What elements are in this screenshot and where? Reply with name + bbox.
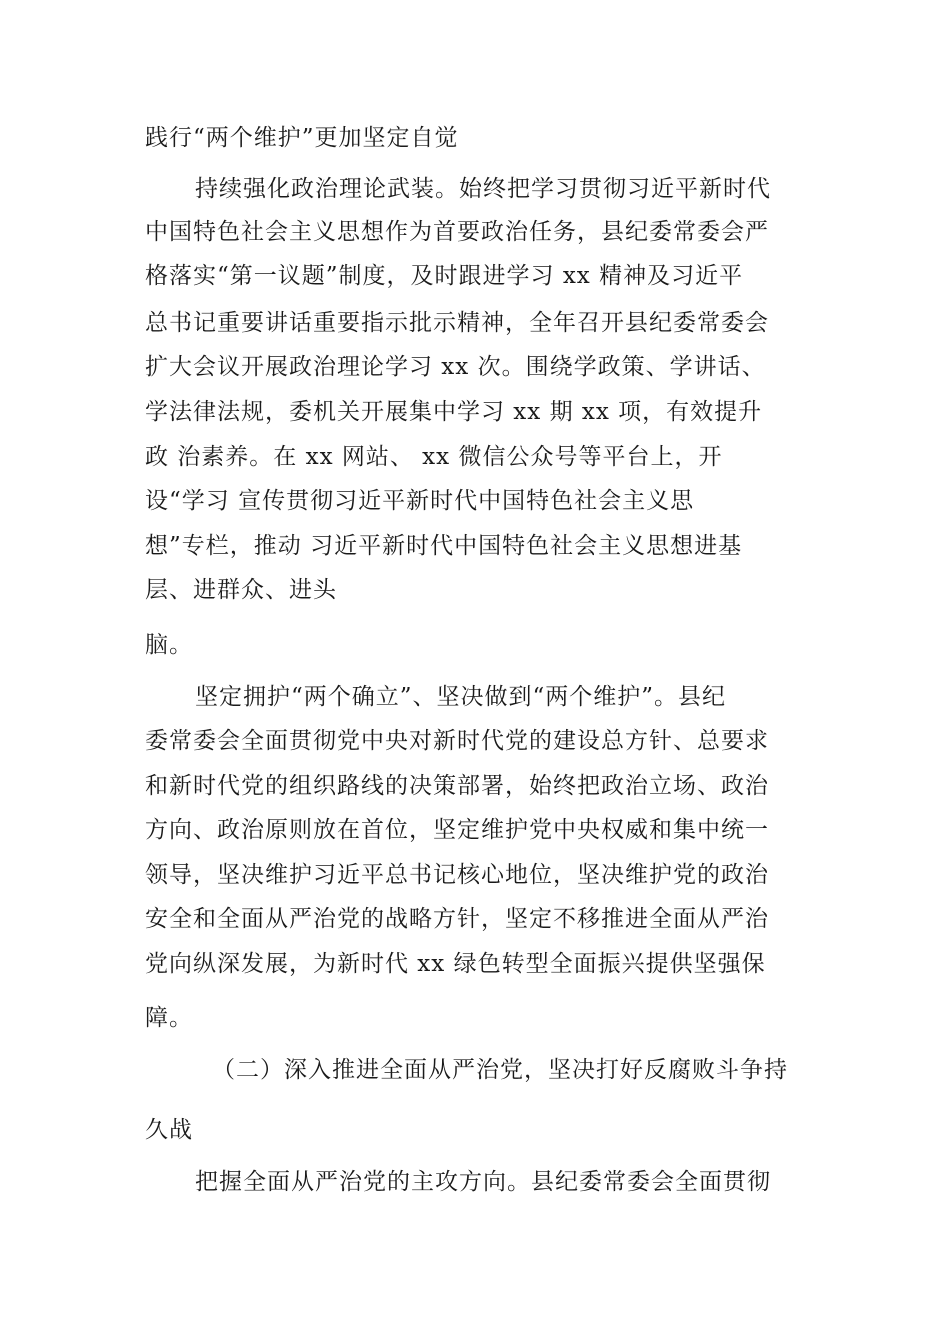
- paragraph-line: 障。: [145, 1005, 193, 1031]
- section-heading: 久战: [145, 1117, 193, 1143]
- paragraph-line: 党向纵深发展，为新时代 xx 绿色转型全面振兴提供坚强保: [145, 951, 766, 977]
- paragraph-line: 设“学习 宣传贯彻习近平新时代中国特色社会主义思: [145, 488, 695, 514]
- paragraph-line: 领导，坚决维护习近平总书记核心地位，坚决维护党的政治: [145, 862, 769, 888]
- paragraph-line: 想”专栏，推动 习近平新时代中国特色社会主义思想进基: [145, 533, 743, 559]
- paragraph-line: 层、进群众、进头: [145, 577, 337, 603]
- paragraph-line: 政 治素养。在 xx 网站、 xx 微信公众号等平台上，开: [145, 444, 723, 470]
- paragraph-line: 中国特色社会主义思想作为首要政治任务，县纪委常委会严: [145, 219, 769, 245]
- section-heading: （二）深入推进全面从严治党，坚决打好反腐败斗争持: [212, 1057, 788, 1083]
- paragraph-line: 坚定拥护“两个确立”、坚决做到“两个维护”。县纪: [195, 684, 727, 710]
- paragraph-line: 格落实“第一议题”制度，及时跟进学习 xx 精神及习近平: [145, 263, 744, 289]
- paragraph-line: 扩大会议开展政治理论学习 xx 次。围绕学政策、学讲话、: [145, 354, 766, 380]
- paragraph-line: 安全和全面从严治党的战略方针，坚定不移推进全面从严治: [145, 906, 769, 932]
- paragraph-line: 总书记重要讲话重要指示批示精神，全年召开县纪委常委会: [145, 310, 769, 336]
- paragraph-line: 学法律法规，委机关开展集中学习 xx 期 xx 项，有效提升: [145, 399, 763, 425]
- paragraph-line: 和新时代党的组织路线的决策部署，始终把政治立场、政治: [145, 773, 769, 799]
- paragraph-line: 脑。: [145, 632, 193, 658]
- paragraph-line: 委常委会全面贯彻党中央对新时代党的建设总方针、总要求: [145, 728, 769, 754]
- paragraph-line: 持续强化政治理论武装。始终把学习贯彻习近平新时代: [195, 176, 771, 202]
- paragraph-line: 把握全面从严治党的主攻方向。县纪委常委会全面贯彻: [195, 1169, 771, 1195]
- paragraph-line: 方向、政治原则放在首位，坚定维护党中央权威和集中统一: [145, 817, 769, 843]
- paragraph-line: 践行“两个维护”更加坚定自觉: [145, 125, 459, 151]
